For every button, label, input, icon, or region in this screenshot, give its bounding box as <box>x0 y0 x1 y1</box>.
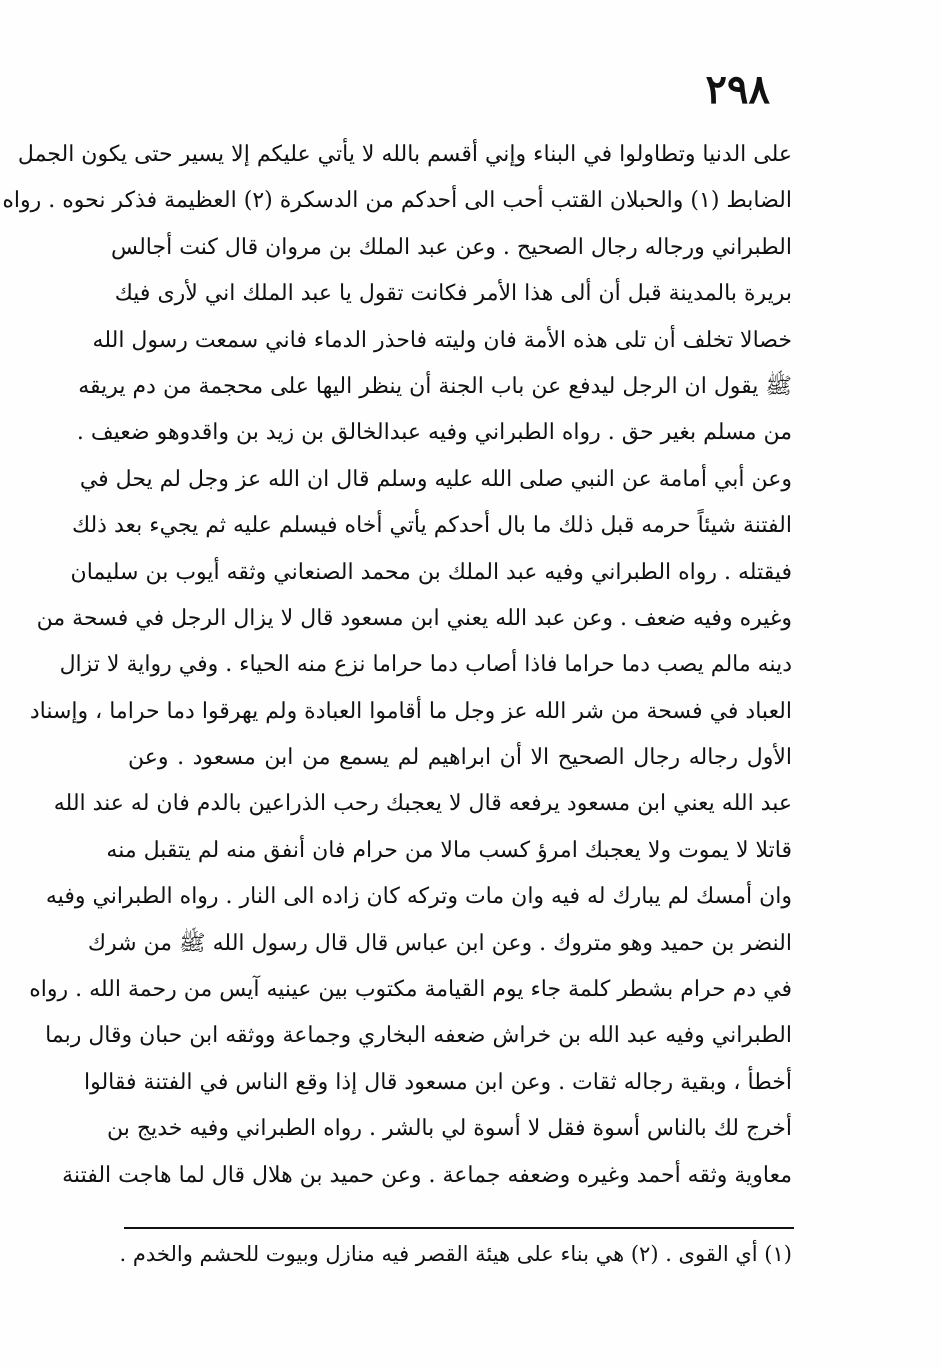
text-line-13: العباد في فسحة من شر الله عز وجل ما أقاموا العبادة ولم يهرقوا دما حراما ، وإسناد <box>29 698 792 724</box>
text-line-7: من مسلم بغير حق . رواه الطبراني وفيه عبدالخالق بن زيد بن واقدوهو ضعيف . <box>76 420 792 446</box>
text-line-5: خصالا تخلف أن تلى هذه الأمة فان وليته فاحذر الدماء فاني سمعت رسول الله <box>92 327 792 353</box>
text-line-12: دينه مالم يصب دما حراما فاذا أصاب دما حراما نزع منه الحياء . وفي رواية لا تزال <box>59 652 792 678</box>
text-line-8: وعن أبي أمامة عن النبي صلى الله عليه وسلم قال ان الله عز وجل لم يحل في <box>79 466 792 492</box>
text-line-17: وان أمسك لم يبارك له فيه وان مات وتركه كان زاده الى النار . رواه الطبراني وفيه <box>45 884 792 910</box>
text-line-3: الطبراني ورجاله رجال الصحيح . وعن عبد الملك بن مروان قال كنت أجالس <box>111 234 792 260</box>
footnote-divider <box>124 1227 794 1229</box>
text-line-18: النضر بن حميد وهو متروك . وعن ابن عباس قال قال رسول الله ﷺ من شرك <box>87 930 792 956</box>
text-line-14: الأول رجاله رجال الصحيح الا أن ابراهيم لم يسمع من ابن مسعود . وعن <box>128 745 792 771</box>
text-line-19: في دم حرام بشطر كلمة جاء يوم القيامة مكتوب بين عينيه آيس من رحمة الله . رواه <box>29 977 792 1003</box>
text-line-23: معاوية وثقه أحمد وغيره وضعفه جماعة . وعن حميد بن هلال قال لما هاجت الفتنة <box>62 1162 792 1188</box>
text-line-6: ﷺ يقول ان الرجل ليدفع عن باب الجنة أن ينظر اليها على محجمة من دم يريقه <box>78 373 792 399</box>
text-line-10: فيقتله . رواه الطبراني وفيه عبد الملك بن محمد الصنعاني وثقه أيوب بن سليمان <box>70 559 792 585</box>
text-line-22: أخرج لك بالناس أسوة فقل لا أسوة لي بالشر . رواه الطبراني وفيه خديج بن <box>107 1116 792 1142</box>
text-line-2: الضابط (١) والحبلان القتب أحب الى أحدكم من الدسكرة (٢) العظيمة فذكر نحوه . رواه <box>2 188 792 214</box>
text-line-4: بريرة بالمدينة قبل أن ألى هذا الأمر فكانت تقول يا عبد الملك اني لأرى فيك <box>114 281 792 307</box>
page-number: ٢٩٨ <box>705 66 770 113</box>
text-line-20: الطبراني وفيه عبد الله بن خراش ضعفه البخاري وجماعة ووثقه ابن حبان وقال ربما <box>45 1023 792 1049</box>
footnote: (١) أي القوى . (٢) هي بناء على هيئة القصر فيه منازل وبيوت للحشم والخدم . <box>119 1242 792 1266</box>
text-line-9: الفتنة شيئاً حرمه قبل ذلك ما بال أحدكم يأتي أخاه فيسلم عليه ثم يجيء بعد ذلك <box>71 513 792 539</box>
text-line-21: أخطأ ، وبقية رجاله ثقات . وعن ابن مسعود قال إذا وقع الناس في الفتنة فقالوا <box>83 1069 792 1095</box>
text-line-15: عبد الله يعني ابن مسعود يرفعه قال لا يعجبك رحب الذراعين بالدم فان له عند الله <box>53 791 792 817</box>
text-line-11: وغيره وفيه ضعف . وعن عبد الله يعني ابن مسعود قال لا يزال الرجل في فسحة من <box>36 605 792 631</box>
text-line-1: على الدنيا وتطاولوا في البناء وإني أقسم بالله لا يأتي عليكم إلا يسير حتى يكون الجمل <box>17 142 792 167</box>
text-line-16: قاتلا لا يموت ولا يعجبك امرؤ كسب مالا من حرام فان أنفق منه لم يتقبل منه <box>106 837 792 863</box>
body-text <box>2 132 792 1199</box>
